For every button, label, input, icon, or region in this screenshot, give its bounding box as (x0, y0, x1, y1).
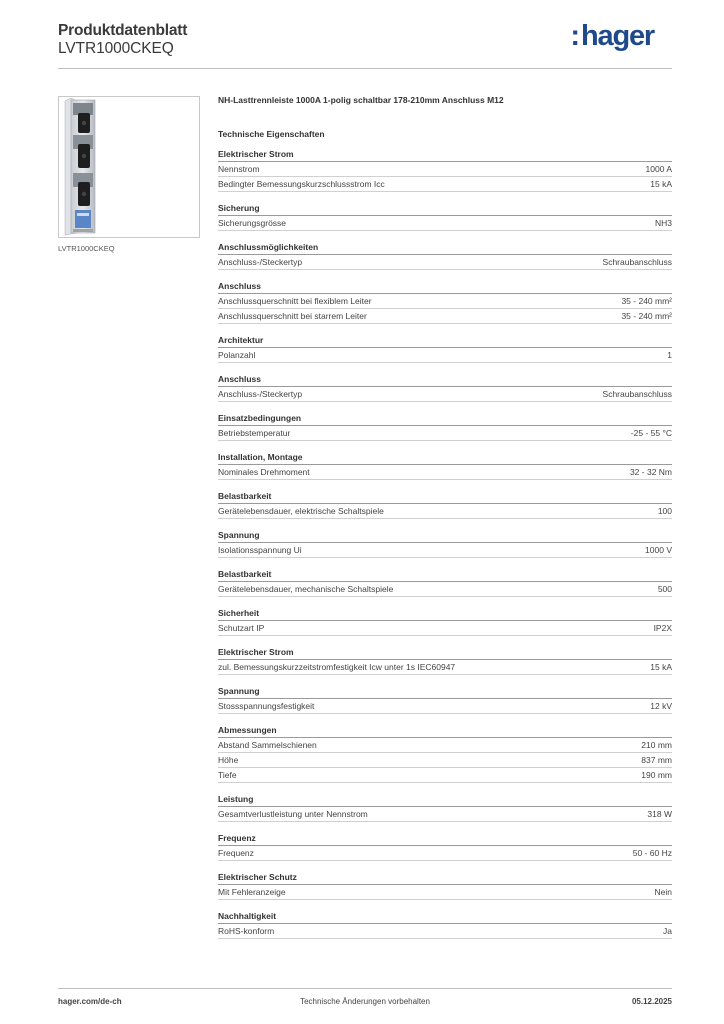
property-row (218, 738, 672, 753)
property-row (218, 387, 672, 402)
footer-website: hager.com/de-ch (58, 997, 122, 1006)
property-section (218, 871, 672, 900)
property-value: 50 - 60 Hz (632, 848, 672, 858)
page-footer (58, 997, 672, 1011)
property-section (218, 724, 672, 783)
property-row (218, 753, 672, 768)
property-section (218, 490, 672, 519)
property-section (218, 412, 672, 441)
property-row (218, 582, 672, 597)
section-title: Nachhaltigkeit (218, 910, 672, 924)
property-value: Schraubanschluss (602, 389, 672, 399)
property-row (218, 465, 672, 480)
property-value: 1000 A (645, 164, 672, 174)
document-title: Produktdatenblatt (58, 22, 188, 39)
technical-properties-heading: Technische Eigenschaften (218, 129, 325, 139)
section-title: Elektrischer Schutz (218, 871, 672, 885)
property-value: 500 (657, 584, 672, 594)
property-row (218, 504, 672, 519)
property-value: -25 - 55 °C (630, 428, 672, 438)
section-title: Sicherheit (218, 607, 672, 621)
property-value: IP2X (653, 623, 672, 633)
property-label: Gesamtverlustleistung unter Nennstrom (218, 809, 368, 819)
footer-note: Technische Änderungen vorbehalten (300, 997, 430, 1006)
property-section (218, 148, 672, 192)
property-value: 32 - 32 Nm (629, 467, 672, 477)
property-label: Stossspannungsfestigkeit (218, 701, 315, 711)
property-value: 100 (657, 506, 672, 516)
property-label: Betriebstemperatur (218, 428, 291, 438)
property-row (218, 846, 672, 861)
property-row (218, 294, 672, 309)
property-section (218, 202, 672, 231)
logo-text: hager (581, 20, 654, 52)
property-value: 1 (667, 350, 672, 360)
property-value: 35 - 240 mm² (621, 296, 672, 306)
property-section (218, 451, 672, 480)
property-row (218, 807, 672, 822)
section-title: Anschlussmöglichkeiten (218, 241, 672, 255)
section-title: Abmessungen (218, 724, 672, 738)
section-title: Elektrischer Strom (218, 148, 672, 162)
product-data-content (218, 93, 672, 949)
property-value: 15 kA (650, 662, 672, 672)
property-section (218, 373, 672, 402)
product-code: LVTR1000CKEQ (58, 40, 174, 57)
property-label: Anschlussquerschnitt bei starrem Leiter (218, 311, 367, 321)
property-row (218, 885, 672, 900)
section-title: Leistung (218, 793, 672, 807)
property-value: 318 W (647, 809, 672, 819)
property-label: Höhe (218, 755, 239, 765)
property-section (218, 280, 672, 324)
property-label: Abstand Sammelschienen (218, 740, 317, 750)
property-value: 12 kV (650, 701, 672, 711)
property-value: Nein (654, 887, 672, 897)
section-title: Architektur (218, 334, 672, 348)
section-title: Anschluss (218, 373, 672, 387)
section-title: Frequenz (218, 832, 672, 846)
property-section (218, 832, 672, 861)
property-value: 15 kA (650, 179, 672, 189)
property-row (218, 924, 672, 939)
property-section (218, 607, 672, 636)
property-label: RoHS-konform (218, 926, 275, 936)
property-row (218, 543, 672, 558)
header-divider (58, 68, 672, 69)
hager-logo (570, 20, 654, 53)
section-title: Anschluss (218, 280, 672, 294)
property-row (218, 348, 672, 363)
property-value: Ja (663, 926, 672, 936)
product-description: NH-Lasttrennleiste 1000A 1-polig schaltbar 178-210mm Anschluss M12 (218, 95, 504, 105)
property-section (218, 568, 672, 597)
property-section (218, 334, 672, 363)
property-value: 837 mm (641, 755, 672, 765)
footer-divider (58, 988, 672, 989)
property-section (218, 910, 672, 939)
property-label: Schutzart IP (218, 623, 265, 633)
property-value: NH3 (654, 218, 672, 228)
property-label: Tiefe (218, 770, 237, 780)
property-row (218, 162, 672, 177)
property-row (218, 768, 672, 783)
property-label: Isolationsspannung Ui (218, 545, 302, 555)
product-image (59, 97, 199, 237)
page-header (58, 22, 672, 68)
property-row (218, 309, 672, 324)
section-title: Belastbarkeit (218, 490, 672, 504)
property-value: Schraubanschluss (602, 257, 672, 267)
section-title: Spannung (218, 529, 672, 543)
property-label: Anschlussquerschnitt bei flexiblem Leiter (218, 296, 372, 306)
property-label: Nominales Drehmoment (218, 467, 310, 477)
property-row (218, 621, 672, 636)
property-value: 210 mm (641, 740, 672, 750)
logo-dots: : (570, 20, 581, 52)
property-label: Anschluss-/Steckertyp (218, 257, 303, 267)
property-row (218, 216, 672, 231)
property-label: Bedingter Bemessungskurzschlussstrom Icc (218, 179, 385, 189)
property-section (218, 529, 672, 558)
property-row (218, 699, 672, 714)
property-label: Gerätelebensdauer, mechanische Schaltspiele (218, 584, 394, 594)
property-label: Gerätelebensdauer, elektrische Schaltspiele (218, 506, 384, 516)
section-title: Elektrischer Strom (218, 646, 672, 660)
property-label: Mit Fehleranzeige (218, 887, 286, 897)
property-label: Frequenz (218, 848, 254, 858)
section-title: Installation, Montage (218, 451, 672, 465)
property-value: 1000 V (645, 545, 672, 555)
property-label: zul. Bemessungskurzzeitstromfestigkeit Icw unter 1s IEC60947 (218, 662, 456, 672)
property-row (218, 177, 672, 192)
section-title: Spannung (218, 685, 672, 699)
property-label: Sicherungsgrösse (218, 218, 287, 228)
property-section (218, 241, 672, 270)
section-title: Sicherung (218, 202, 672, 216)
product-image-frame (58, 96, 200, 238)
property-section (218, 793, 672, 822)
property-sections (218, 148, 672, 939)
section-title: Einsatzbedingungen (218, 412, 672, 426)
property-value: 35 - 240 mm² (621, 311, 672, 321)
property-label: Anschluss-/Steckertyp (218, 389, 303, 399)
section-title: Belastbarkeit (218, 568, 672, 582)
footer-date: 05.12.2025 (631, 997, 672, 1006)
property-value: 190 mm (641, 770, 672, 780)
property-section (218, 685, 672, 714)
property-label: Nennstrom (218, 164, 260, 174)
property-label: Polanzahl (218, 350, 256, 360)
property-row (218, 660, 672, 675)
property-row (218, 426, 672, 441)
property-row (218, 255, 672, 270)
product-image-caption: LVTR1000CKEQ (58, 244, 115, 253)
property-section (218, 646, 672, 675)
